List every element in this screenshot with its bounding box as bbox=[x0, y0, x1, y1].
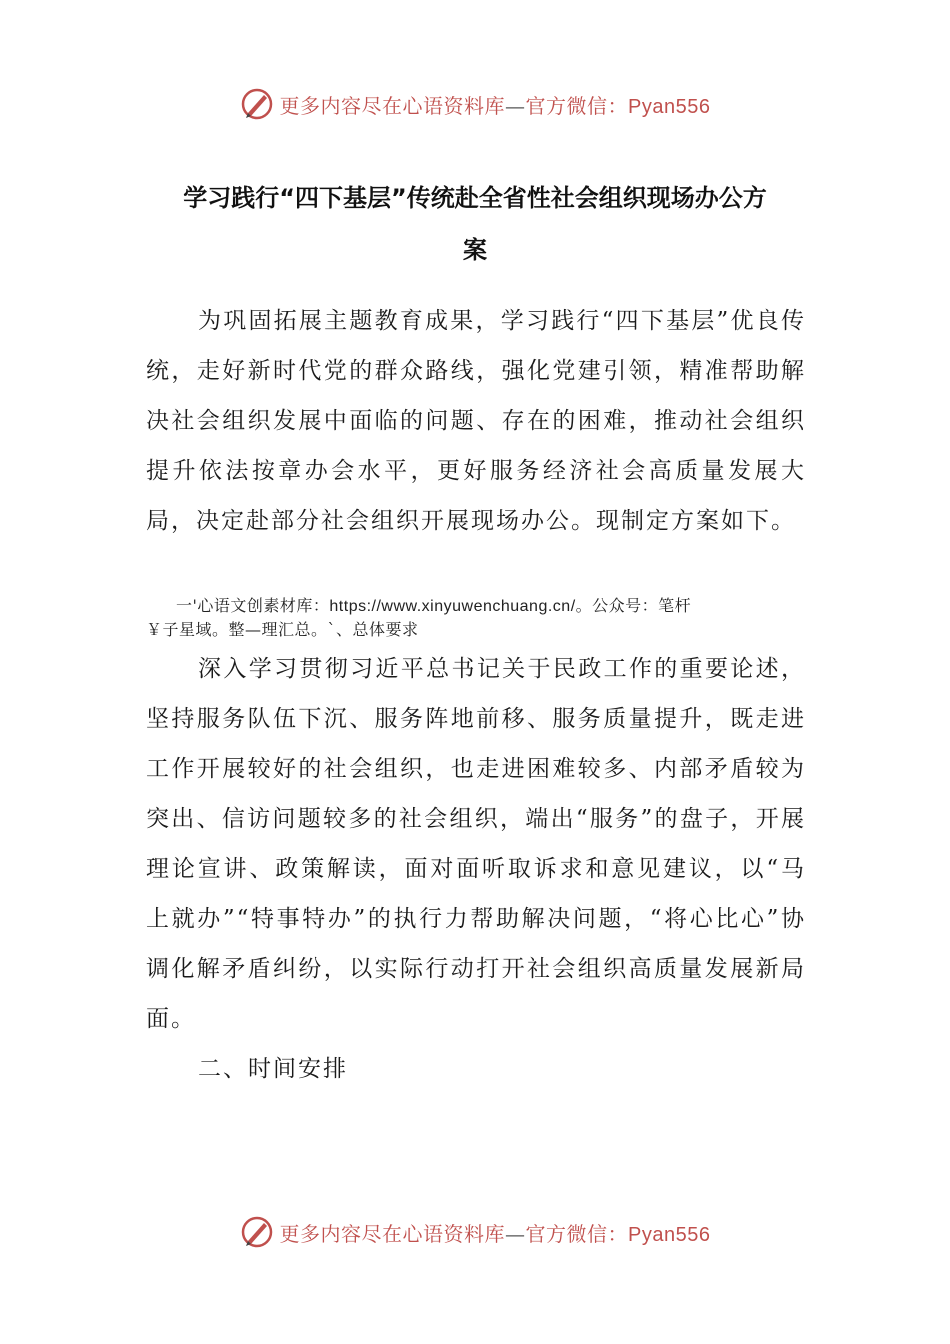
paragraph-requirements: 深入学习贯彻习近平总书记关于民政工作的重要论述，坚持服务队伍下沉、服务阵地前移、服务质量提升，既走进工作开展较好的社会组织，也走进困难较多、内部矛盾较为突出、信访问题较多的社会组织，端出“服务”的盘子，开展理论宣讲、政策解读，面对面听取诉求和意见建议，以“马上就办”“特事特办”的执行力帮助解决问题，“将心比心”协调化解矛盾纠纷，以实际行动打开社会组织高质量发展新局面。 bbox=[146, 656, 806, 1032]
pen-logo-icon bbox=[240, 1215, 274, 1249]
paragraph-intro: 为巩固拓展主题教育成果，学习践行“四下基层”优良传统，走好新时代党的群众路线，强化党建引领，精准帮助解决社会组织发展中面临的问题、存在的困难，推动社会组织提升依法按章办会水平，更好服务经济社会高质量发展大局，决定赴部分社会组织开展现场办公。现制定方案如下。 bbox=[146, 308, 806, 534]
watermark-note bbox=[146, 594, 806, 641]
note-line-1: 一'心语文创素材库：https://www.xinyuwenchuang.cn/。公众号：笔杆 bbox=[176, 596, 692, 615]
pen-logo-icon bbox=[240, 87, 274, 121]
section-heading-schedule: 二、时间安排 bbox=[198, 1056, 348, 1082]
note-line-2: ￥子星域。整—理汇总。`、总体要求 bbox=[146, 620, 419, 639]
title-line-1: 学习践行“四下基层”传统赴全省性社会组织现场办公方 bbox=[183, 184, 767, 212]
banner-text: 更多内容尽在心语资料库—官方微信：Pyan556 bbox=[279, 1221, 711, 1246]
footer-watermark-banner bbox=[0, 1212, 950, 1252]
note-url: https://www.xinyuwenchuang.cn/ bbox=[329, 598, 576, 615]
header-watermark-banner bbox=[0, 84, 950, 124]
banner-text: 更多内容尽在心语资料库—官方微信：Pyan556 bbox=[279, 93, 711, 118]
document-title bbox=[145, 172, 805, 276]
title-line-2: 案 bbox=[463, 236, 487, 264]
